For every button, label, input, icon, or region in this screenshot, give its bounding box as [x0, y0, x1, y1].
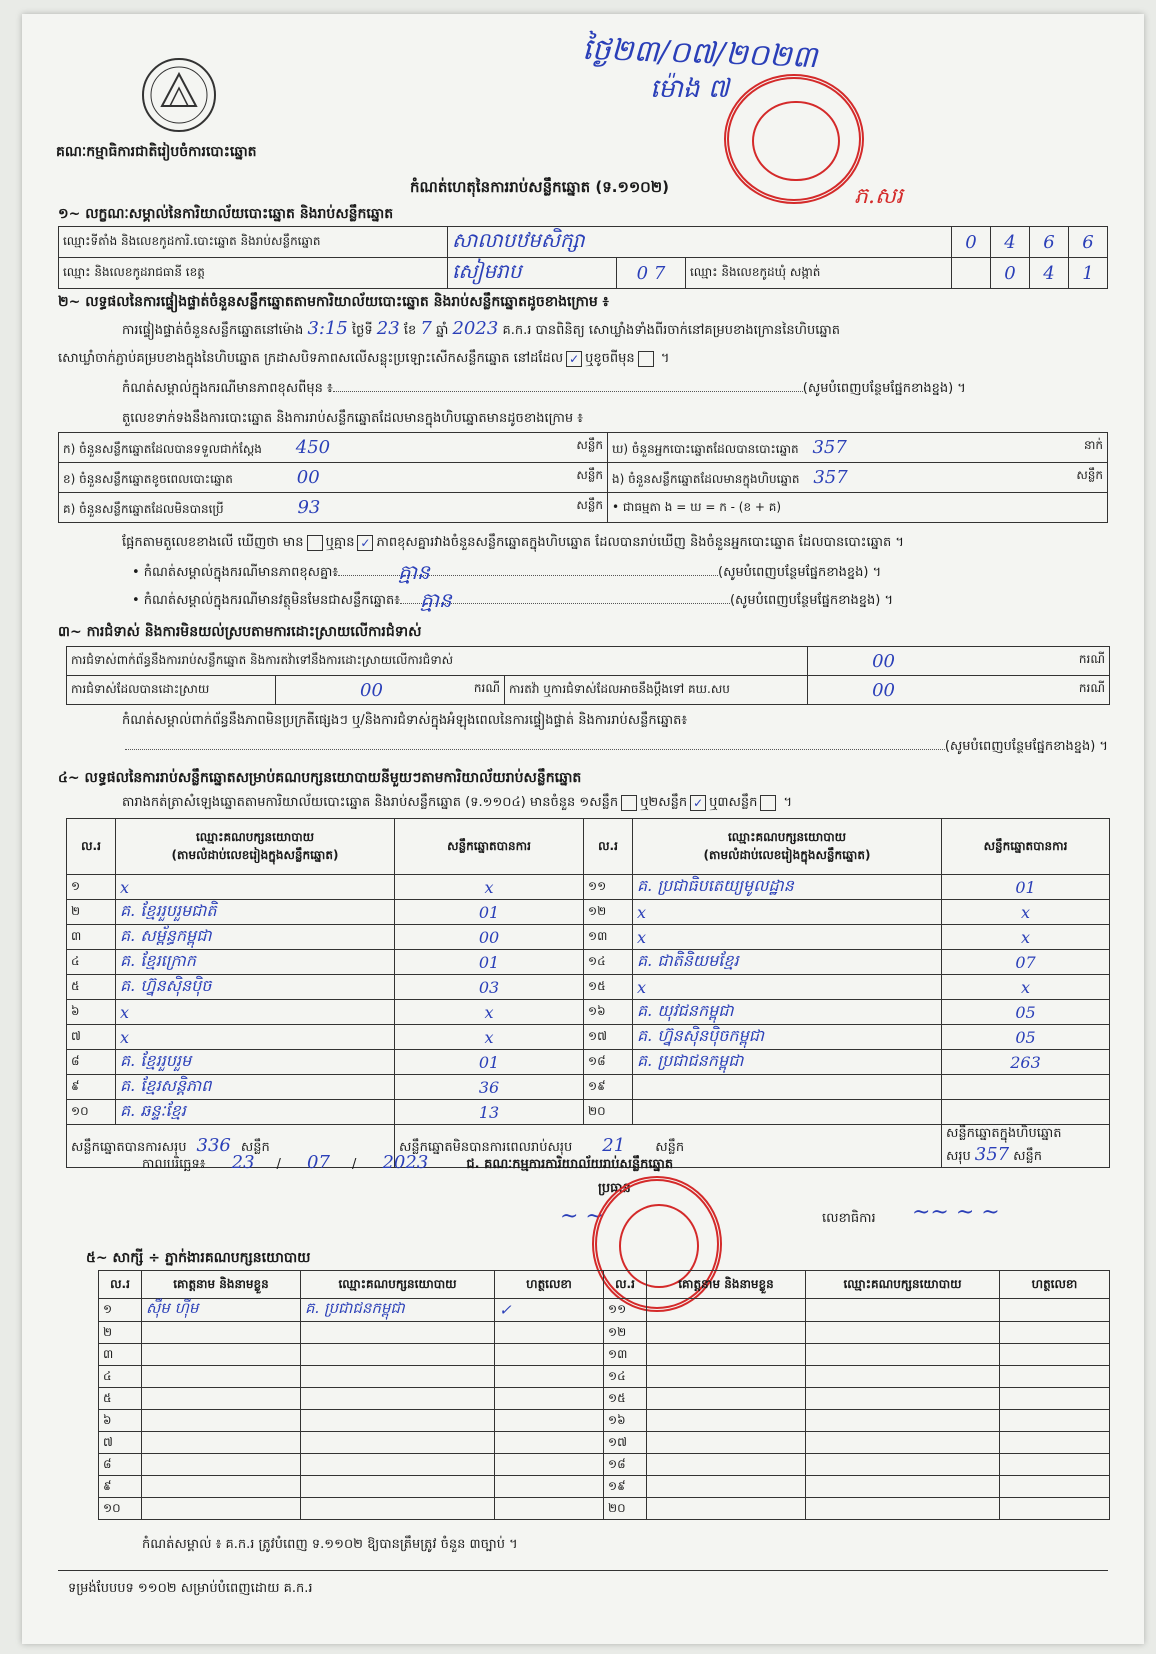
col-party: ឈ្មោះគណបក្សនយោបាយ (តាមលំដាប់លេខរៀងក្នុងសន្លឹកឆ្នោត): [633, 819, 942, 875]
result-no: ២០: [584, 1100, 633, 1125]
result-no: ៣: [67, 925, 116, 950]
intact-checkbox[interactable]: ✓: [566, 351, 582, 367]
w-col-name: គោត្តនាម និងនាមខ្លួន: [647, 1271, 806, 1299]
result-no: ១: [67, 875, 116, 900]
stamp-note: ភ.សរ: [854, 184, 903, 209]
result-votes: x: [942, 975, 1110, 1000]
result-votes: 00: [395, 925, 584, 950]
witness-signature: [495, 1388, 604, 1410]
witness-party: [806, 1476, 1000, 1498]
witness-no: ២០: [604, 1498, 647, 1520]
result-no: ៩: [67, 1075, 116, 1100]
result-votes: 03: [395, 975, 584, 1000]
result-party: គ. យុវជនកម្ពុជា: [633, 1000, 942, 1025]
witness-signature: [1000, 1299, 1110, 1322]
table-row: [67, 875, 1110, 900]
witness-name: [647, 1476, 806, 1498]
handwritten-time: ម៉ោង ៧: [650, 74, 730, 104]
s2-line2: សោឃ្លាំចាក់ភ្ជាប់គម្របខាងក្នុងនៃហិបឆ្នោត ក្រដាសបិទភាពសលើសន្លុះប្រឡោះសើកសន្លឹកឆ្នោត នៅដដែល ✓ ឬខូចពីមុន ។: [58, 351, 670, 366]
result-votes: [942, 1100, 1110, 1125]
section3-title: ៣~ ការជំទាស់ និងការមិនយល់ស្របតាមការដោះស្រាយលើការជំទាស់: [58, 624, 422, 640]
witness-no: ១៨: [604, 1454, 647, 1476]
witness-no: ១: [99, 1299, 142, 1322]
col-no: ល.រ: [67, 819, 116, 875]
witness-signature: [1000, 1432, 1110, 1454]
witness-party: គ. ប្រជាជនកម្ពុជា: [301, 1299, 495, 1322]
section4-title: ៤~ លទ្ធផលនៃការរាប់សន្លឹកឆ្នោតសម្រាប់គណបក្សនយោបាយនីមួយៗតាមការិយាល័យរាប់សន្លឹកឆ្នោត: [58, 770, 582, 786]
witness-no: ១២: [604, 1322, 647, 1344]
witness-no: ៩: [99, 1476, 142, 1498]
s1-commune-digit: 4: [1030, 258, 1069, 289]
witness-party: [301, 1432, 495, 1454]
s3-row2-label: ការជំទាស់ដែលបានដោះស្រាយ: [67, 676, 276, 705]
result-no: ១៤: [584, 950, 633, 975]
witness-party: [301, 1410, 495, 1432]
result-party: គ. សម្ព័ន្ធកម្ពុជា: [116, 925, 395, 950]
emblem-icon: [140, 56, 218, 134]
table-row: [99, 1388, 1110, 1410]
s1-code-digit: 0: [952, 227, 991, 258]
witness-name: [647, 1498, 806, 1520]
w-col-sign: ហត្ថលេខា: [1000, 1271, 1110, 1299]
result-party: គ. ជាតិនិយមខ្មែរ: [633, 950, 942, 975]
witness-no: ៨: [99, 1454, 142, 1476]
witness-no: ២: [99, 1322, 142, 1344]
witness-no: ១៦: [604, 1410, 647, 1432]
s2-figures-intro: តួលេខទាក់ទងនឹងការបោះឆ្នោត និងការរាប់សន្លឹកឆ្នោតដែលមានក្នុងហិបឆ្នោតមានដូចខាងក្រោម ៖: [122, 411, 583, 426]
s3-row2-value: 00 ករណី: [276, 676, 505, 705]
witness-party: [806, 1432, 1000, 1454]
w-col-name: គោត្តនាម និងនាមខ្លួន: [142, 1271, 301, 1299]
result-no: ១២: [584, 900, 633, 925]
witness-signature: [495, 1476, 604, 1498]
s1-blank-cell: [952, 258, 991, 289]
table-row: [99, 1344, 1110, 1366]
witness-party: [806, 1388, 1000, 1410]
diff-value: គ្មាន: [398, 560, 430, 584]
witness-signature: [1000, 1410, 1110, 1432]
section5-title: ៥~ សាក្សី ÷ ភ្នាក់ងារគណបក្សនយោបាយ: [86, 1250, 311, 1266]
result-party: [633, 1100, 942, 1125]
witness-no: ១៥: [604, 1388, 647, 1410]
witness-signature: ✓: [495, 1299, 604, 1322]
form-page: [22, 14, 1144, 1644]
no-diff-checkbox[interactable]: ✓: [357, 535, 373, 551]
chair-signature: ~ ~: [560, 1204, 604, 1229]
s1-row2-value: សៀមរាប: [448, 258, 617, 289]
witness-party: [806, 1410, 1000, 1432]
w-col-sign: ហត្ថលេខា: [495, 1271, 604, 1299]
witness-party: [301, 1388, 495, 1410]
figure-b: ខ) ចំនួនសន្លឹកឆ្នោតខូចពេលបោះឆ្នោត 00 សន្លឹក: [59, 463, 608, 493]
result-party: គ. ខ្មែររួបរួមជាតិ: [116, 900, 395, 925]
figure-formula: • ជាធម្មតា ង = ឃ = ក - (ខ + គ): [608, 493, 1108, 523]
s2-time: 3:15: [307, 318, 348, 339]
witness-party: [301, 1498, 495, 1520]
table-row: [99, 1454, 1110, 1476]
witness-name: ស៊ឹម ហ៊ីម: [142, 1299, 301, 1322]
table-row: [67, 1100, 1110, 1125]
result-no: ៧: [67, 1025, 116, 1050]
result-votes: x: [395, 875, 584, 900]
footer-divider: [58, 1570, 1108, 1571]
witness-no: ១៤: [604, 1366, 647, 1388]
witness-no: ១៩: [604, 1476, 647, 1498]
s2-note: កំណត់សម្គាល់ក្នុងករណីមានភាពខុសពីមុន ៖ (សូមបំពេញបន្ថែមផ្នែកខាងខ្នង) ។: [122, 381, 966, 396]
result-no: ១៧: [584, 1025, 633, 1050]
witness-name: [647, 1366, 806, 1388]
witness-signature: [1000, 1344, 1110, 1366]
witness-no: ៣: [99, 1344, 142, 1366]
table-row: [67, 1075, 1110, 1100]
two-sheet-checkbox[interactable]: ✓: [690, 795, 706, 811]
witness-signature: [495, 1322, 604, 1344]
result-votes: [942, 1075, 1110, 1100]
col-party: ឈ្មោះគណបក្សនយោបាយ (តាមលំដាប់លេខរៀងក្នុងសន្លឹកឆ្នោត): [116, 819, 395, 875]
footer-note: កំណត់សម្គាល់ ៖ គ.ក.រ ត្រូវបំពេញ ទ.១១០២ ឱ្យបានត្រឹមត្រូវ ចំនួន ៣ច្បាប់ ។: [142, 1537, 518, 1552]
result-no: ១០: [67, 1100, 116, 1125]
witness-signature: [1000, 1476, 1110, 1498]
total-box: សន្លឹកឆ្នោតក្នុងហិបឆ្នោតសរុប 357 សន្លឹក: [942, 1125, 1110, 1168]
witness-name: [647, 1344, 806, 1366]
witness-signature: [495, 1366, 604, 1388]
s4-date: កាលបរិច្ឆេទ៖ 23 / 07 / 2023 ជ. គណៈកម្មការការិយាល័យរាប់សន្លឹកឆ្នោត: [142, 1152, 674, 1173]
s1-row1-label: ឈ្មោះទីតាំង និងលេខកូដការិ.បោះឆ្នោត និងរាប់សន្លឹកឆ្នោត: [59, 227, 448, 258]
witness-signature: [495, 1454, 604, 1476]
witness-no: ១១: [604, 1299, 647, 1322]
table-row: [67, 975, 1110, 1000]
witness-signature: [495, 1432, 604, 1454]
org-name: គណៈកម្មាធិការជាតិរៀបចំការបោះឆ្នោត: [56, 144, 257, 160]
witness-party: [301, 1454, 495, 1476]
s3-note: កំណត់សម្គាល់ពាក់ព័ន្ធនឹងភាពមិនប្រក្រតីផ្សេងៗ ឬ/និងការជំទាស់ក្នុងអំឡុងពេលនៃការផ្ទៀងផ្ទាត់ និងការរាប់សន្លឹកឆ្នោត៖: [122, 713, 688, 728]
result-no: ១៥: [584, 975, 633, 1000]
broken-checkbox[interactable]: [638, 351, 654, 367]
witness-name: [647, 1388, 806, 1410]
result-votes: 05: [942, 1025, 1110, 1050]
footer-form-note: ទម្រង់បែបបទ ១១០២ សម្រាប់បំពេញដោយ គ.ក.រ: [68, 1581, 313, 1596]
result-no: ២: [67, 900, 116, 925]
witness-no: ៧: [99, 1432, 142, 1454]
result-party: x: [116, 1025, 395, 1050]
witness-name: [647, 1410, 806, 1432]
witness-name: [647, 1432, 806, 1454]
result-votes: x: [395, 1025, 584, 1050]
s2-line1: ការផ្ទៀងផ្ទាត់ចំនួនសន្លឹកឆ្នោតនៅម៉ោង 3:15 ថ្ងៃទី 23 ខែ 7 ឆ្នាំ 2023 គ.ក.រ បានពិនិត្យ សោឃ្លាំងទាំងពីរចាក់នៅគម្របខាងក្រោននៃហិបឆ្នោត: [122, 318, 841, 339]
s1-row1-value: សាលាបឋមសិក្សា: [448, 227, 952, 258]
secretary-label: លេខាធិការ: [822, 1211, 876, 1226]
witness-signature: [1000, 1454, 1110, 1476]
figure-d: ឃ) ចំនួនអ្នកបោះឆ្នោតដែលបានបោះឆ្នោត 357 នាក់: [608, 433, 1108, 463]
witness-no: ១៣: [604, 1344, 647, 1366]
col-votes: សន្លឹកឆ្នោតបានការ: [395, 819, 584, 875]
w-col-no: ល.រ: [99, 1271, 142, 1299]
w-col-no: ល.រ: [604, 1271, 647, 1299]
witness-name: [142, 1498, 301, 1520]
result-votes: x: [942, 900, 1110, 925]
s2-compare: ផ្អែកតាមតួលេខខាងលើ ឃើញថា មាន ឬគ្មាន ✓ ភាពខុសគ្នារវាងចំនួនសន្លឹកឆ្នោតក្នុងហិបឆ្នោត ដែលបានរាប់ឃើញ និងចំនួនអ្នកបោះឆ្នោត ដែលបានបោះឆ្នោត ។: [122, 535, 904, 550]
witness-no: ៤: [99, 1366, 142, 1388]
result-no: ១៦: [584, 1000, 633, 1025]
result-votes: 36: [395, 1075, 584, 1100]
section3-table: [66, 646, 1110, 705]
has-diff-checkbox[interactable]: [307, 535, 323, 551]
witness-party: [301, 1366, 495, 1388]
witness-party: [806, 1498, 1000, 1520]
form-title: កំណត់ហេតុនៃការរាប់សន្លឹកឆ្នោត (ទ.១១០២): [410, 178, 670, 196]
table-row: [67, 1050, 1110, 1075]
result-no: ១១: [584, 875, 633, 900]
witness-no: ១០: [99, 1498, 142, 1520]
figure-a: ក) ចំនួនសន្លឹកឆ្នោតដែលបានទទួលជាក់ស្តែង 450 សន្លឹក: [59, 433, 608, 463]
result-no: ៥: [67, 975, 116, 1000]
table-row: [67, 925, 1110, 950]
s3-row2-label2: ការតវ៉ា ឬការជំទាស់ដែលអាចនឹងប្តឹងទៅ គឃ.សប: [505, 676, 808, 705]
table-row: [99, 1410, 1110, 1432]
result-party: គ. ខ្មែរសន្តិភាព: [116, 1075, 395, 1100]
result-votes: 07: [942, 950, 1110, 975]
s1-code-digit: 4: [991, 227, 1030, 258]
witness-name: [142, 1410, 301, 1432]
result-party: គ. ខ្មែររួបរួម: [116, 1050, 395, 1075]
s1-commune-digit: 0: [991, 258, 1030, 289]
table-row: [67, 1025, 1110, 1050]
other-value: គ្មាន: [419, 588, 452, 612]
witness-name: [142, 1366, 301, 1388]
chair-label: ប្រធាន: [598, 1181, 631, 1196]
result-votes: 01: [942, 875, 1110, 900]
witness-name: [647, 1299, 806, 1322]
witness-party: [806, 1322, 1000, 1344]
result-party: x: [116, 1000, 395, 1025]
s2-diff-note: • កំណត់សម្គាល់ក្នុងករណីមានភាពខុសគ្នា៖ គ្មាន (សូមបំពេញបន្ថែមផ្នែកខាងខ្នង) ។: [132, 564, 1112, 583]
result-party: គ. ប្រជាធិបតេយ្យមូលដ្ឋាន: [633, 875, 942, 900]
s3-row1-label: ការជំទាស់ពាក់ព័ន្ធនឹងការរាប់សន្លឹកឆ្នោត និងការតវ៉ាទៅនឹងការដោះស្រាយលើការជំទាស់: [67, 647, 808, 676]
total-valid: សន្លឹកឆ្នោតបានការសរុប 336 សន្លឹក: [67, 1125, 395, 1168]
s2-day: 23: [376, 318, 400, 339]
one-sheet-checkbox[interactable]: [621, 795, 637, 811]
result-party: គ. ហ្វ៊ុនស៊ិនប៉ិចកម្ពុជា: [633, 1025, 942, 1050]
s2-month: 7: [420, 318, 432, 339]
table-row: [67, 950, 1110, 975]
col-votes: សន្លឹកឆ្នោតបានការ: [942, 819, 1110, 875]
table-row: [99, 1299, 1110, 1322]
result-party: គ. ឆន្ទៈខ្មែរ: [116, 1100, 395, 1125]
result-party: x: [633, 925, 942, 950]
s2-other-note: • កំណត់សម្គាល់ក្នុងករណីមានវត្ថុមិនមែនជាសន្លឹកឆ្នោត៖ គ្មាន (សូមបំពេញបន្ថែមផ្នែកខាងខ្នង) ។: [132, 592, 1112, 611]
total-invalid: សន្លឹកឆ្នោតមិនបានការពេលរាប់សរុប 21 សន្លឹក: [395, 1125, 942, 1168]
result-no: ១៨: [584, 1050, 633, 1075]
witness-no: ១៧: [604, 1432, 647, 1454]
table-row: [99, 1476, 1110, 1498]
witness-signature: [1000, 1388, 1110, 1410]
witness-name: [142, 1476, 301, 1498]
witness-name: [142, 1322, 301, 1344]
witness-party: [301, 1476, 495, 1498]
witness-signature: [1000, 1366, 1110, 1388]
s1-commune-digit: 1: [1069, 258, 1108, 289]
figure-e: ង) ចំនួនសន្លឹកឆ្នោតដែលមានក្នុងហិបឆ្នោត 357 សន្លឹក: [608, 463, 1108, 493]
witness-name: [142, 1454, 301, 1476]
result-votes: x: [942, 925, 1110, 950]
result-no: ៨: [67, 1050, 116, 1075]
s3-row1-value: 00 ករណី: [808, 647, 1110, 676]
witness-party: [806, 1299, 1000, 1322]
s4-intro: តារាងកត់ត្រាសំឡេងឆ្នោតតាមការិយាល័យបោះឆ្នោត និងរាប់សន្លឹកឆ្នោត (ទ.១១០៤) មានចំនួន ១សន្លឹក ឬ២សន្លឹក ✓ ឬ៣សន្លឹក ។: [122, 795, 793, 810]
witness-signature: [1000, 1322, 1110, 1344]
s2-year: 2023: [452, 318, 499, 339]
results-table: [66, 818, 1110, 1168]
witness-name: [142, 1388, 301, 1410]
witness-party: [806, 1454, 1000, 1476]
result-party: [633, 1075, 942, 1100]
result-votes: 01: [395, 950, 584, 975]
table-row: [99, 1432, 1110, 1454]
col-no: ល.រ: [584, 819, 633, 875]
witness-signature: [495, 1410, 604, 1432]
figure-c: គ) ចំនួនសន្លឹកឆ្នោតដែលមិនបានប្រើ 93 សន្លឹក: [59, 493, 608, 523]
section2-title: ២~ លទ្ធផលនៃការផ្ទៀងផ្ទាត់ចំនួនសន្លឹកឆ្នោតតាមការិយាល័យបោះឆ្នោត និងរាប់សន្លឹកឆ្នោតដូចខាងក្រោម ៖: [58, 294, 609, 310]
witness-no: ៥: [99, 1388, 142, 1410]
w-col-party: ឈ្មោះគណបក្សនយោបាយ: [806, 1271, 1000, 1299]
witness-no: ៦: [99, 1410, 142, 1432]
three-sheet-checkbox[interactable]: [760, 795, 776, 811]
witness-signature: [495, 1344, 604, 1366]
witness-signature: [495, 1498, 604, 1520]
figures-table: [58, 432, 1108, 523]
witness-party: [806, 1344, 1000, 1366]
table-row: [99, 1322, 1110, 1344]
result-no: ៦: [67, 1000, 116, 1025]
section1-table: [58, 226, 1108, 289]
witness-name: [647, 1454, 806, 1476]
witness-name: [647, 1322, 806, 1344]
table-row: [67, 1000, 1110, 1025]
result-party: គ. ខ្មែរក្រោក: [116, 950, 395, 975]
witness-party: [806, 1366, 1000, 1388]
result-no: ៤: [67, 950, 116, 975]
result-no: ១៣: [584, 925, 633, 950]
secretary-signature: ~~ ~ ~: [912, 1200, 1000, 1225]
witness-table: [98, 1270, 1110, 1520]
witness-party: [301, 1344, 495, 1366]
table-row: [67, 900, 1110, 925]
s3-note-line: (សូមបំពេញបន្ថែមផ្នែកខាងខ្នង) ។: [58, 738, 1108, 757]
s1-code-digit: 6: [1069, 227, 1108, 258]
witness-signature: [1000, 1498, 1110, 1520]
result-votes: 263: [942, 1050, 1110, 1075]
handwritten-date: ថ្ងៃ២៣/០៧/២០២៣: [581, 31, 818, 76]
w-col-party: ឈ្មោះគណបក្សនយោបាយ: [301, 1271, 495, 1299]
result-party: x: [633, 900, 942, 925]
result-votes: 01: [395, 1050, 584, 1075]
result-votes: 05: [942, 1000, 1110, 1025]
s1-row2-label: ឈ្មោះ និងលេខកូដរាជធានី ខេត្ត: [59, 258, 448, 289]
result-votes: 13: [395, 1100, 584, 1125]
result-party: គ. ហ្វ៊ុនស៊ិនប៉ិច: [116, 975, 395, 1000]
s1-code-digit: 6: [1030, 227, 1069, 258]
official-stamp: [724, 74, 864, 204]
section1-title: ១~ លក្ខណៈសម្គាល់នៃការិយាល័យបោះឆ្នោត និងរាប់សន្លឹកឆ្នោត: [58, 206, 394, 222]
result-no: ១៩: [584, 1075, 633, 1100]
table-row: [99, 1366, 1110, 1388]
witness-party: [301, 1322, 495, 1344]
result-party: x: [116, 875, 395, 900]
s3-row2-value2: 00 ករណី: [808, 676, 1110, 705]
witness-name: [142, 1432, 301, 1454]
result-votes: 01: [395, 900, 584, 925]
witness-name: [142, 1344, 301, 1366]
table-row: [99, 1498, 1110, 1520]
result-party: គ. ប្រជាជនកម្ពុជា: [633, 1050, 942, 1075]
s1-row2-label2: ឈ្មោះ និងលេខកូដឃុំ សង្កាត់: [686, 258, 952, 289]
result-party: x: [633, 975, 942, 1000]
result-votes: x: [395, 1000, 584, 1025]
s1-province-code: 0 7: [617, 258, 686, 289]
